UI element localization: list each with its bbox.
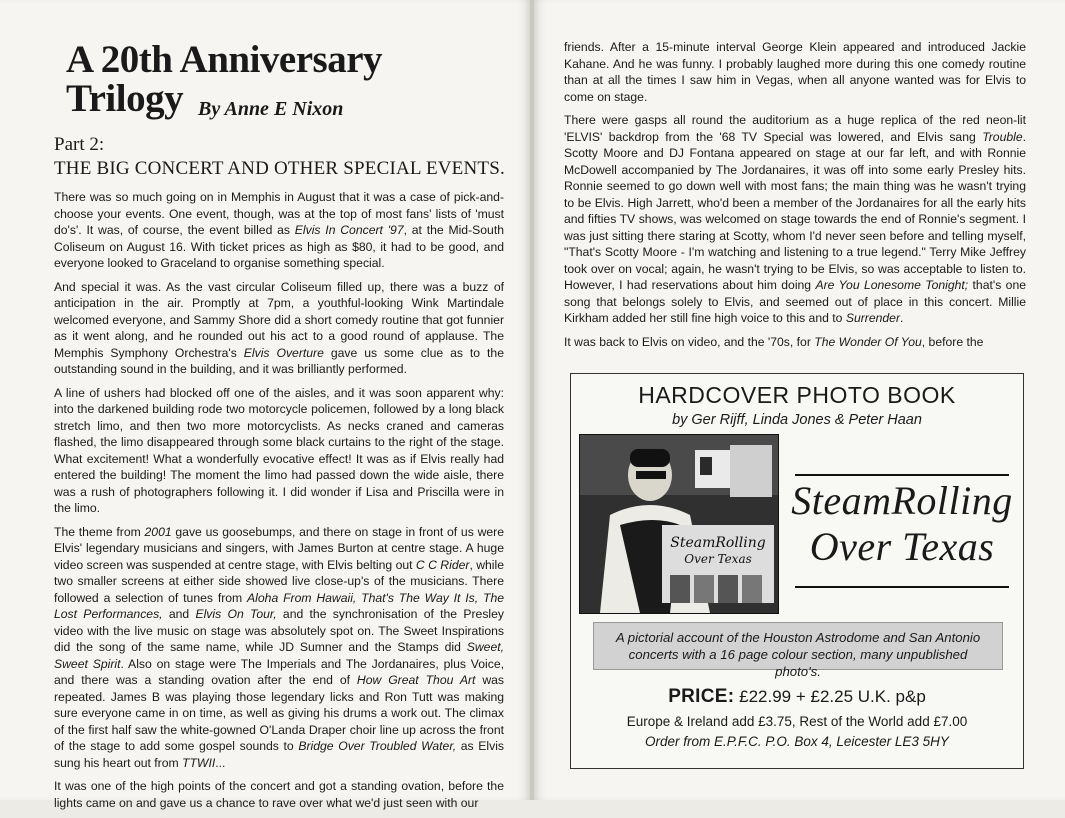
article-subtitle: THE BIG CONCERT AND OTHER SPECIAL EVENTS.: [54, 158, 505, 179]
advert-price: [571, 686, 1023, 708]
logo-rule-bottom: [795, 586, 1009, 588]
svg-text:SteamRolling: SteamRolling: [670, 535, 766, 551]
left-paragraph: [54, 778, 504, 811]
right-body-text: [564, 39, 1026, 357]
logo-line-1: SteamRolling: [791, 478, 1013, 523]
text-run: gave us some clue as to the outstanding sound in the building, and it was brilliantly performed.: [54, 345, 504, 376]
text-run: A line of ushers had blocked off one of the aisles, and it was soon apparent why: into the darkened building rode two motorcycle policemen, followed by a long black stretch limo, and then two more motorcyclists. As necks craned and cameras flashed, the limo disappeared through some black curtains to the right of the stage. What excitement! What a wonderfully evocative effect! It was as if Elvis really had entered the building! The moment the limo had passed down the wide aisle, there was a rush of photographers following it. I did wonder if Lisa and Priscilla were in the limo.: [54, 385, 504, 515]
left-paragraph: [54, 279, 504, 378]
right-page: [534, 0, 1065, 800]
text-run: as Elvis sung his heart out from: [54, 739, 504, 770]
italic-title: Elvis In Concert '97: [294, 223, 404, 237]
text-run: The theme from: [54, 524, 145, 539]
right-paragraph: [564, 334, 1026, 351]
book-cover-photo: [579, 434, 779, 614]
text-run: . Scotty Moore and DJ Fontana appeared on stage at our far left, and with Ronnie McDowell accompanied by The Jordanaires, it was off into some early Presley hits. Ronnie seemed to go down well with most fans; the main thing was he wasn't trying to be Elvis. High Jarrett, who'd been a member of the Jordanaires for all the early hits and fifties TV shows, was welcomed on stage towards the end of Ronnie's segment. I was just sitting there staring at Scotty, whom I'd never seen before and telling myself, "That's Scotty Moore - I'm watching and listening to a true legend." Terry Mike Jeffrey took over on vocal; again, he wasn't trying to be Elvis, so was acceptable to listen to. However, I had reservations about him doing: [564, 129, 1026, 292]
book-cover-illustration: [580, 435, 778, 613]
text-run: gave us goosebumps, and there on stage in front of us were Elvis' legendary musicians and singers, with James Burton at centre stage. A huge video screen was suspended at centre stage, with Elvis belting out: [54, 524, 504, 572]
byline: By Anne E Nixon: [198, 98, 344, 120]
price-value: £22.99 + £2.25 U.K. p&p: [739, 687, 926, 706]
italic-title: Elvis Overture: [243, 345, 324, 360]
text-run: There were gasps all round the auditorium as a huge replica of the red neon-lit 'ELVIS' backdrop from the '68 TV Special was lowered, and Elvis sang: [564, 113, 1026, 144]
text-run: , while two smaller screens at either side showed live close-up's of the musicians. There followed a selection of tunes from: [54, 557, 504, 605]
italic-title: Are You Lonesome Tonight;: [815, 278, 969, 292]
right-paragraph: [564, 112, 1026, 327]
text-run: that's one song that belongs solely to Elvis, and seemed out of place in this concert. Millie Kirkham added her still fine high voice to this and to: [564, 278, 1026, 325]
book-advert: [570, 373, 1024, 769]
text-run: and: [162, 607, 196, 621]
advert-authors: by Ger Rijff, Linda Jones & Peter Haan: [672, 412, 922, 428]
text-run: and the synchronisation of the Presley video with the live music on stage was absolutely spot on. The Sweet Inspirations did the song of the same name, while JD Sumner and the Stamps did: [54, 607, 505, 654]
text-run: . Also on stage were The Imperials and The Jordanaires, plus Voice, and there was a standing ovation after the end of: [54, 656, 504, 687]
advert-description: A pictorial account of the Houston Astrodome and San Antonio concerts with a 16 page colour section, many unpublished photo's.: [593, 622, 1003, 670]
italic-title: Aloha From Hawaii, That's The Way It Is, The Lost Performances,: [54, 590, 504, 621]
text-run: .: [900, 311, 904, 325]
right-paragraph: [564, 39, 1026, 105]
left-paragraph: [54, 189, 504, 272]
text-run: , before the: [921, 334, 984, 349]
italic-title: C C Rider: [415, 557, 470, 572]
italic-title: Elvis On Tour,: [195, 607, 277, 621]
logo-rule-top: [795, 474, 1009, 476]
advert-extra-postage: Europe & Ireland add £3.75, Rest of the World add £7.00: [626, 714, 968, 729]
article-title: A 20th Anniversary Trilogy: [66, 38, 383, 120]
italic-title: Sweet, Sweet Spirit: [54, 640, 504, 671]
italic-title: Bridge Over Troubled Water,: [298, 739, 457, 753]
text-run: , at the Mid-South Coliseum on August 16. With ticket prices as high as $80, it had to be good, and everyone looked to Graceland to organise something special.: [54, 223, 504, 270]
logo-line-2: Over Texas: [809, 524, 995, 569]
italic-title: How Great Thou Art: [356, 673, 476, 687]
text-run: There was so much going on in Memphis in August that it was a case of pick-and-choose your events. One event, though, was at the top of most fans' lists of 'must do's'. It was, of course, the event billed as: [54, 190, 504, 237]
italic-title: The Wonder Of You: [814, 334, 922, 349]
text-run: was repeated. James B was playing those legendary licks and Ron Tutt was making sure everyone came in on time, as well as giving his drums a work out. The climax of the first half saw the white-gowned O'Landa Draper choir line up across the front of the stage to add some gospel sounds to: [54, 673, 504, 753]
book-logo: [789, 474, 1015, 614]
left-body-text: [54, 189, 504, 818]
italic-title: TTWII: [182, 755, 216, 770]
text-run: And special it was. As the vast circular Coliseum filled up, there was a buzz of anticipation in the air. Promptly at 7pm, a youthful-looking Wink Martindale welcomed everyone, and Sammy Shore did a short comedy routine that got funnier as it went along, and he rounded out his act to a good round of applause. The Memphis Symphony Orchestra's: [54, 279, 504, 360]
advert-title: HARDCOVER PHOTO BOOK: [638, 382, 956, 408]
italic-title: 2001: [144, 524, 172, 539]
text-run: friends. After a 15-minute interval George Klein appeared and introduced Jackie Kahane. And he was funny. I probably laughed more during this one comedy routine than at all the times I saw him in Vegas, when all anyone wanted was for Elvis to come on stage.: [564, 40, 1026, 104]
advert-order-address: Order from E.P.F.C. P.O. Box 4, Leicester LE3 5HY: [645, 734, 949, 749]
italic-title: Surrender: [845, 311, 901, 325]
svg-text:Over Texas: Over Texas: [684, 552, 752, 566]
left-page: [0, 0, 530, 810]
italic-title: Trouble: [982, 129, 1023, 144]
left-paragraph: [54, 524, 504, 772]
left-paragraph: [54, 385, 504, 517]
part-label: Part 2:: [54, 134, 105, 155]
text-run: It was back to Elvis on video, and the '70s, for: [564, 334, 815, 349]
text-run: It was one of the high points of the concert and got a standing ovation, before the lights came on and gave us a chance to rave over what we'd just seen with our: [54, 779, 504, 810]
text-run: ...: [215, 755, 226, 770]
price-label: PRICE:: [668, 686, 735, 707]
